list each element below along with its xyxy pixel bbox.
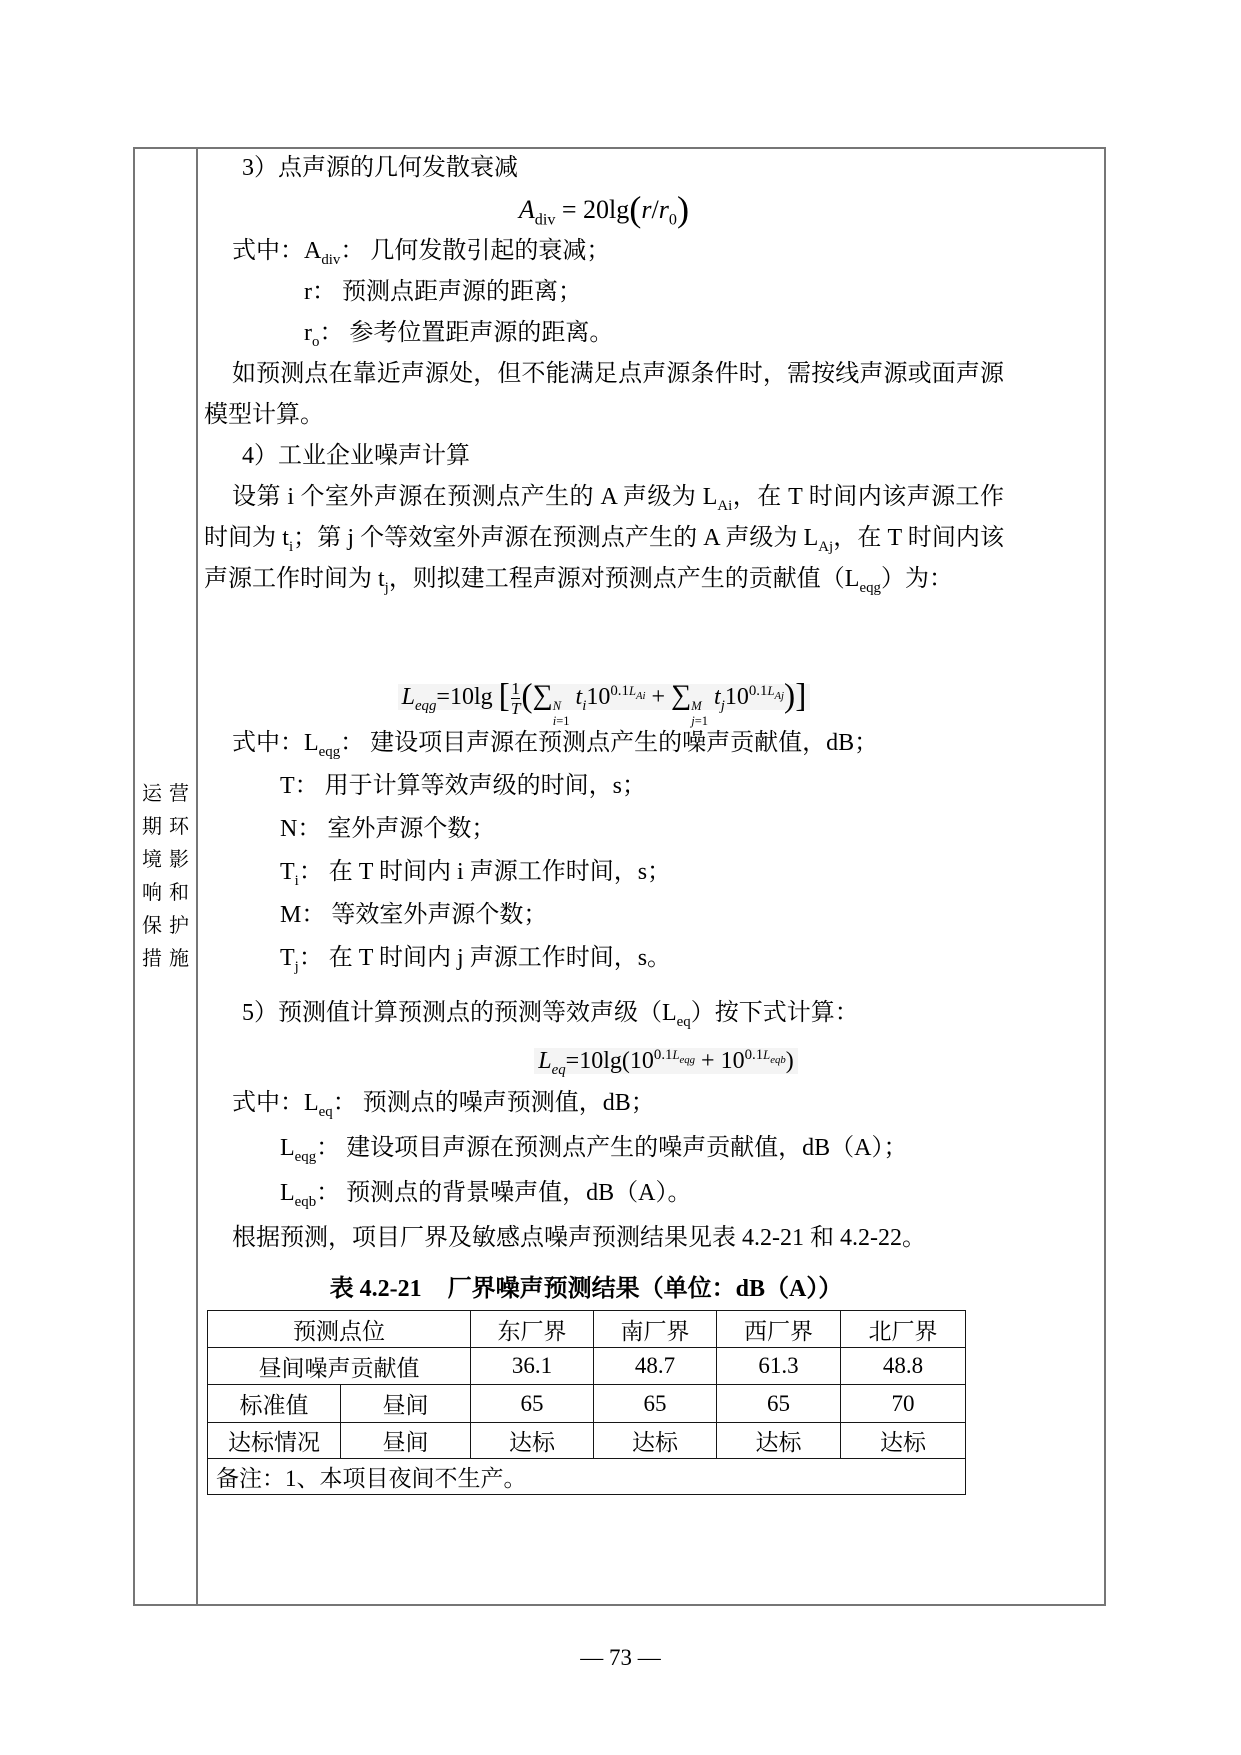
legend-M: M： 等效室外声源个数； [280,902,548,928]
row-header-line: 措施 [142,947,196,970]
row-header-line: 响和 [142,881,196,904]
standard-period: 昼间 [341,1385,471,1423]
table-caption [207,1269,965,1309]
compliance-west: 达标 [717,1423,841,1459]
header-point: 预测点位 [208,1311,471,1348]
legend-Ti: $T_i$： 在 T 时间内 i 声源工作时间，s； [280,859,672,889]
contribution-south: 48.7 [594,1348,717,1385]
row-header-line: 保护 [142,914,196,937]
compliance-east: 达标 [471,1423,594,1459]
main-content-cell [198,149,1104,1604]
heading-point-source-attenuation: 3）点声源的几何发散衰减 [242,155,518,181]
table-note: 备注：1、本项目夜间不生产。 [208,1459,966,1495]
noise-table-block [207,1269,965,1495]
row-header-cell [135,149,198,1604]
header-south: 南厂界 [594,1311,717,1348]
heading-industrial-noise: 4）工业企业噪声计算 [242,443,470,469]
page-number: — 73 — [580,1645,661,1670]
standard-west: 65 [717,1385,841,1423]
compliance-north: 达标 [841,1423,966,1459]
legend-leqb: $L_{eqb}$： 预测点的背景噪声值，dB（A）。 [280,1180,692,1210]
table-row-standard [208,1385,966,1423]
table-title: 厂界噪声预测结果（单位：dB（A）） [447,1276,843,1302]
compliance-period: 昼间 [341,1423,471,1459]
compliance-south: 达标 [594,1423,717,1459]
contribution-label: 昼间噪声贡献值 [208,1348,471,1385]
standard-south: 65 [594,1385,717,1423]
formula-leqg: $L_{eqg}=10\lg$ [ $\frac{1}{T}$ (∑ N i=1 $t_i10^{0.1L_{Ai}}$ + ∑ M j=1 $t_j10^{0.1L_{Aj}}$)] [204,670,1004,722]
legend-leqg: 式中：$L_{eqg}$： 建设项目声源在预测点产生的噪声贡献值，dB； [232,730,879,760]
legend-T: T： 用于计算等效声级的时间，s； [280,773,646,799]
legend-N: N： 室外声源个数； [280,816,496,842]
legend-r: r： 预测点距声源的距离； [304,279,582,305]
row-header-label [135,778,196,976]
standard-label: 标准值 [208,1385,341,1423]
table-number: 表 4.2-21 [329,1276,422,1302]
compliance-label: 达标情况 [208,1423,341,1459]
table-row-contribution [208,1348,966,1385]
row-header-line: 境影 [142,848,196,871]
contribution-west: 61.3 [717,1348,841,1385]
document-frame [133,147,1106,1606]
header-west: 西厂界 [717,1311,841,1348]
legend-r0: $r_o$： 参考位置距声源的距离。 [304,320,614,350]
row-header-line: 运营 [142,782,196,805]
contribution-east: 36.1 [471,1348,594,1385]
row-header-line: 期环 [142,815,196,838]
heading-prediction-value: 5）预测值计算预测点的预测等效声级$(L_{eq})$按下式计算： [242,1000,859,1030]
legend-adiv: 式中：$A_{div}$： 几何发散引起的衰减； [232,238,611,268]
table-row-compliance [208,1423,966,1459]
contribution-north: 48.8 [841,1348,966,1385]
paragraph-near-source: 如预测点在靠近声源处，但不能满足点声源条件时，需按线声源或面声源模型计算。 [204,361,1004,428]
legend-leqg2: $L_{eqg}$： 建设项目声源在预测点产生的噪声贡献值，dB（A）； [280,1135,908,1165]
legend-leq: 式中：$L_{eq}$： 预测点的噪声预测值，dB； [232,1090,655,1120]
table-note-row [208,1459,966,1495]
standard-east: 65 [471,1385,594,1423]
header-east: 东厂界 [471,1311,594,1348]
standard-north: 70 [841,1385,966,1423]
table-header-row [208,1311,966,1348]
formula-adiv: $A_{div} = 20\lg(r/r_0)$ [518,189,690,229]
header-north: 北厂界 [841,1311,966,1348]
paragraph-industrial: 设第 i 个室外声源在预测点产生的 A 声级为 $L_{Ai}$，在 T 时间内该声源工作时间为 $t_i$；第 j 个等效室外声源在预测点产生的 A 声级为 $L_{Aj}$，在 T 时间内该声源工作时间为 $t_j$，则拟建工程声源对预测点产生的贡献值$(L_{eqg})$为： [204,484,1005,596]
legend-Tj: $T_j$： 在 T 时间内 j 声源工作时间，s。 [280,945,672,975]
boundary-noise-table [207,1310,966,1495]
paragraph-result: 根据预测，项目厂界及敏感点噪声预测结果见表 4.2-21 和 4.2-22。 [232,1225,926,1251]
formula-leq: $L_{eq}=10\lg(10^{0.1L_{eqg}} + 10^{0.1L_{eqb}})$ [266,1041,1066,1081]
